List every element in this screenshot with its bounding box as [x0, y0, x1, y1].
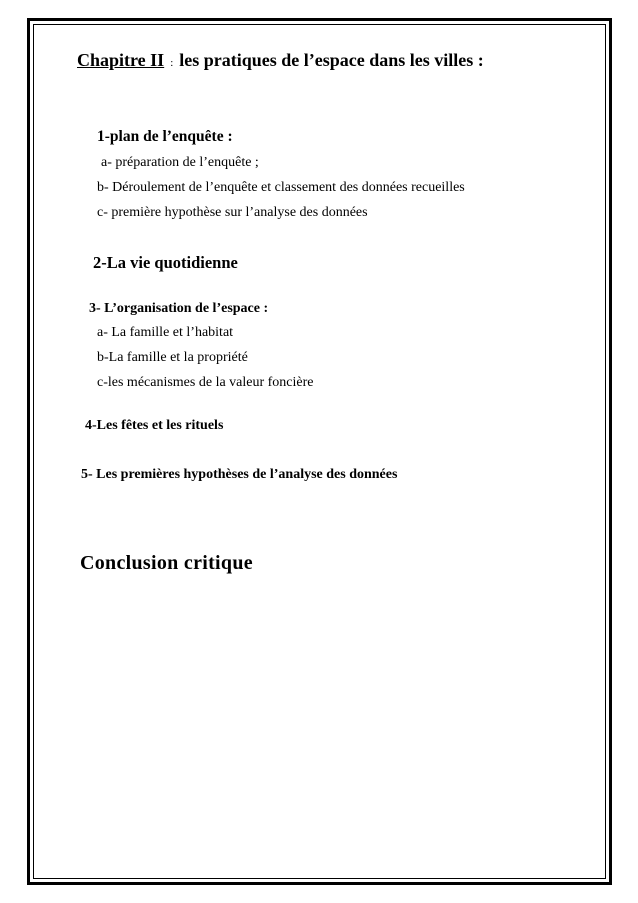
- chapter-label: Chapitre II: [77, 50, 165, 70]
- section-1-item-b: b- Déroulement de l’enquête et classement des données recueilles: [97, 180, 465, 195]
- section-3-item-a: a- La famille et l’habitat: [97, 325, 234, 340]
- section-3-item-b: b-La famille et la propriété: [97, 350, 248, 365]
- section-heading-4: 4-Les fêtes et les rituels: [85, 418, 224, 433]
- section-1-item-a: a- préparation de l’enquête ;: [101, 155, 259, 170]
- section-heading-3: 3- L’organisation de l’espace :: [89, 301, 269, 316]
- section-heading-2: 2-La vie quotidienne: [93, 253, 238, 272]
- section-heading-5: 5- Les premières hypothèses de l’analyse des données: [81, 467, 398, 482]
- conclusion-heading: Conclusion critique: [80, 552, 253, 574]
- chapter-separator: :: [170, 57, 174, 69]
- chapter-heading: les pratiques de l’espace dans les villes :: [179, 50, 484, 70]
- section-heading-1: 1-plan de l’enquête :: [97, 128, 233, 145]
- page-border-inner: [33, 24, 606, 879]
- section-3-item-c: c-les mécanismes de la valeur foncière: [97, 375, 314, 390]
- chapter-title: [77, 50, 484, 71]
- section-1-item-c: c- première hypothèse sur l’analyse des données: [97, 205, 368, 220]
